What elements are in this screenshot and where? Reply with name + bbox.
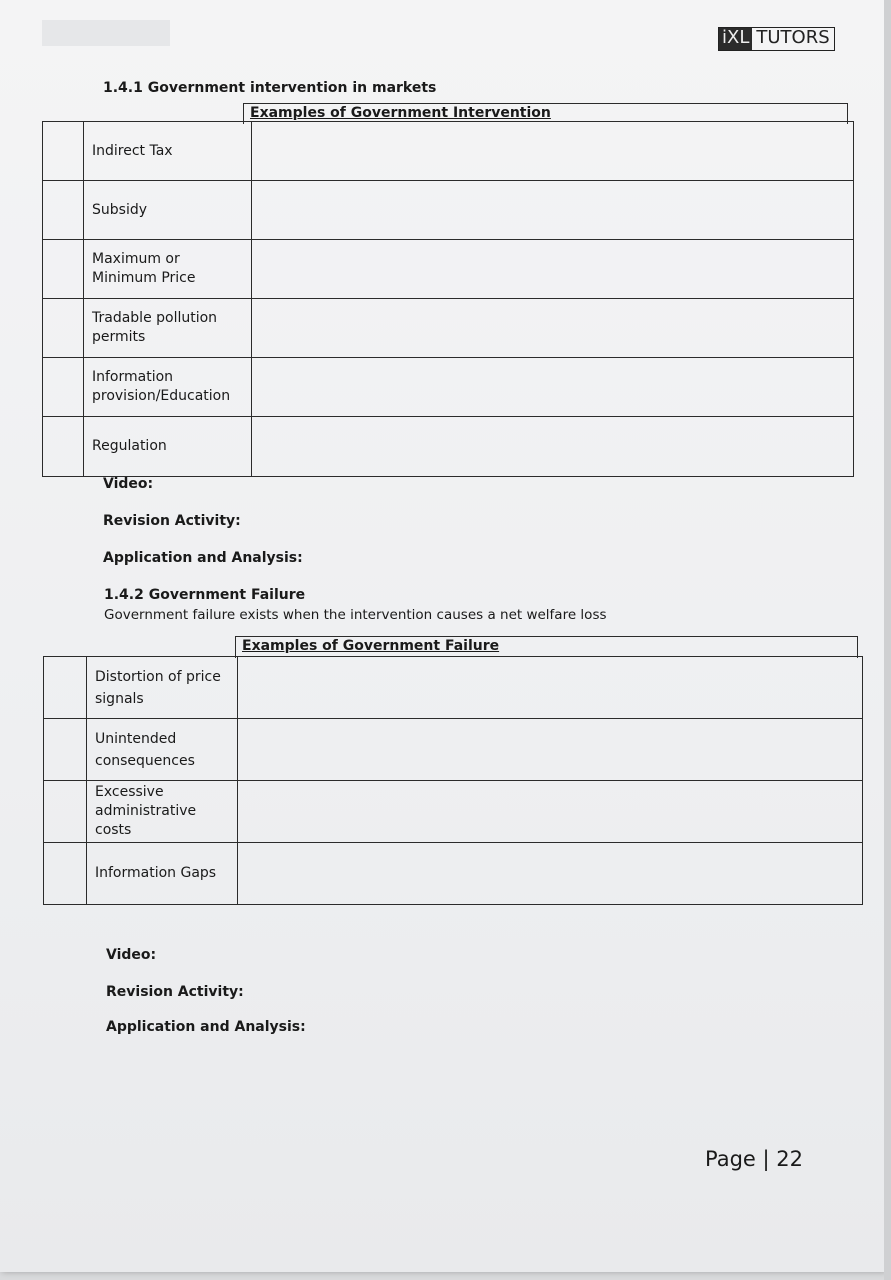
table-row	[43, 240, 854, 299]
answer-cell[interactable]	[238, 781, 863, 843]
page-number: Page | 22	[705, 1147, 803, 1171]
table-row	[43, 417, 854, 477]
table-row	[44, 657, 863, 719]
revision-activity-label: Revision Activity:	[103, 513, 241, 529]
table-row	[44, 781, 863, 843]
section-1-heading: 1.4.1 Government intervention in markets	[103, 80, 437, 96]
answer-cell[interactable]	[252, 358, 854, 417]
logo-ixl-text: iXL	[719, 28, 752, 50]
government-failure-definition: Government failure exists when the intervention causes a net welfare loss	[104, 607, 607, 623]
row-label: Regulation	[84, 417, 252, 477]
answer-cell[interactable]	[252, 417, 854, 477]
answer-cell[interactable]	[238, 657, 863, 719]
revision-activity-label: Revision Activity:	[106, 984, 244, 1000]
row-label: Tradable pollution permits	[84, 299, 252, 358]
ixl-tutors-logo	[718, 27, 835, 51]
table-row	[44, 843, 863, 905]
answer-cell[interactable]	[252, 181, 854, 240]
table-row	[44, 719, 863, 781]
row-label: Maximum or Minimum Price	[84, 240, 252, 299]
row-label: Excessive administrative costs	[87, 781, 238, 843]
answer-cell[interactable]	[252, 122, 854, 181]
bleed-through-logo	[42, 20, 170, 46]
intervention-table	[42, 121, 854, 477]
intervention-table-header: Examples of Government Intervention	[243, 103, 848, 124]
row-label: Unintended consequences	[87, 719, 238, 781]
table-row	[43, 181, 854, 240]
table-row	[43, 122, 854, 181]
table-row	[43, 358, 854, 417]
answer-cell[interactable]	[252, 299, 854, 358]
answer-cell[interactable]	[252, 240, 854, 299]
row-label: Information Gaps	[87, 843, 238, 905]
table-row	[43, 299, 854, 358]
application-analysis-label: Application and Analysis:	[106, 1019, 306, 1035]
video-label: Video:	[103, 476, 154, 492]
page-edge	[884, 0, 891, 1280]
row-label: Distortion of price signals	[87, 657, 238, 719]
row-label: Information provision/Education	[84, 358, 252, 417]
failure-table	[43, 656, 863, 905]
answer-cell[interactable]	[238, 719, 863, 781]
section-2-heading: 1.4.2 Government Failure	[104, 587, 306, 603]
row-label: Subsidy	[84, 181, 252, 240]
answer-cell[interactable]	[238, 843, 863, 905]
row-label: Indirect Tax	[84, 122, 252, 181]
video-label: Video:	[106, 947, 157, 963]
failure-table-header: Examples of Government Failure	[235, 636, 858, 658]
application-analysis-label: Application and Analysis:	[103, 550, 303, 566]
logo-tutors-text: TUTORS	[756, 27, 830, 48]
